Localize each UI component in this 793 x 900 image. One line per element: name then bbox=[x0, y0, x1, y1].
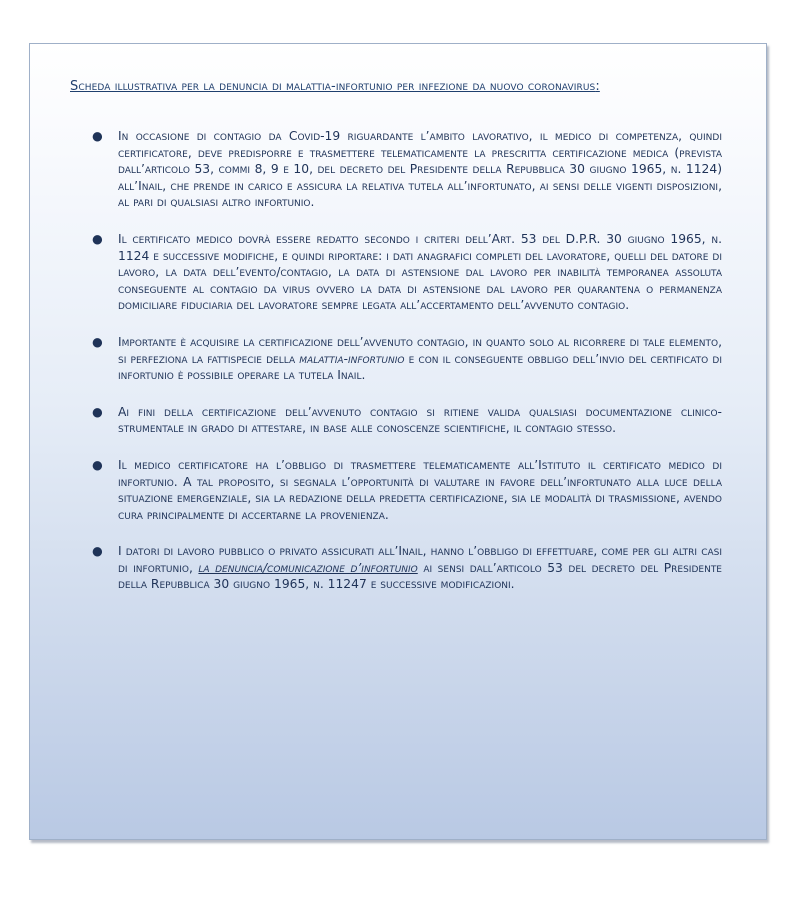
emphasis-text: malattia-infortunio bbox=[299, 351, 405, 366]
list-item-text: ai sensi dall’articolo 53 del decreto del Presidente della Repubblica 30 giugno 1965, n. 11247 e successive modificazioni. bbox=[118, 560, 722, 592]
title-colon: : bbox=[595, 79, 600, 94]
bullet-icon: ● bbox=[92, 334, 103, 349]
list-item bbox=[92, 334, 722, 384]
bullet-icon: ● bbox=[92, 129, 103, 143]
list-item bbox=[92, 404, 722, 437]
denuncia-link[interactable]: la denuncia/comunicazione d’infortunio bbox=[198, 560, 418, 575]
bullet-icon: ● bbox=[92, 457, 103, 472]
list-item bbox=[92, 128, 722, 211]
list-item bbox=[92, 231, 722, 314]
list-item-text: In occasione di contagio da Covid-19 riguardante l’ambito lavorativo, il medico di competenza, quindi certificatore, deve predisporre e trasmettere telematicamente la prescritta certificazione medica (prevista dall’articolo 53, commi 8, 9 e 10, del decreto del Presidente della Repubblica 30 giugno 1965, n. 1124) all’Inail, che prende in carico e assicura la relativa tutela all’infortunato, ai sensi delle vigenti disposizioni, al pari di qualsiasi altro infortunio. bbox=[118, 129, 722, 210]
bullet-icon: ● bbox=[92, 404, 103, 419]
list-item bbox=[92, 543, 722, 593]
bullet-list bbox=[92, 128, 722, 613]
list-item-text: Ai fini della certificazione dell’avvenuto contagio si ritiene valida qualsiasi documentazione clinico-strumentale in grado di attestare, in base alle conoscenze scientifiche, il contagio stesso. bbox=[118, 404, 722, 436]
bullet-icon: ● bbox=[92, 231, 103, 246]
list-item-text: I datori di lavoro pubblico o privato assicurati all’Inail, hanno l’obbligo di effettuare, come per gli altri casi di infortunio, bbox=[118, 544, 722, 575]
document-title bbox=[70, 78, 720, 96]
bullet-icon: ● bbox=[92, 544, 103, 559]
list-item-text: Importante è acquisire la certificazione dell’avvenuto contagio, in quanto solo al ricorrere di tale elemento, si perfeziona la fattispecie della bbox=[118, 334, 722, 366]
document-panel bbox=[29, 43, 767, 840]
list-item-text: Il certificato medico dovrà essere redatto secondo i criteri dell’Art. 53 del D.P.R. 30 giugno 1965, n. 1124 e successive modifiche, e quindi riportare: i dati anagrafici completi del lavoratore, quelli del datore di lavoro, la data dell’evento/contagio, la data di astensione dal lavoro per inabilità temporanea assoluta conseguente al contagio da virus ovvero la data di astensione dal lavoro per quarantena o permanenza domiciliare fiduciaria del lavoratore sempre legata all’accertamento dell’avvenuto contagio. bbox=[118, 231, 722, 313]
list-item-text: Il medico certificatore ha l’obbligo di trasmettere telematicamente all’Istituto il certificato medico di infortunio. A tal proposito, si segnala l’opportunità di valutare in favore dell’infortunato alla luce della situazione emergenziale, sia la redazione della predetta certificazione, sia le modalità di trasmissione, avendo cura principalmente di accertarne la provenienza. bbox=[118, 457, 722, 522]
list-item-text: e con il conseguente obbligo dell’invio del certificato di infortunio è possibile operare la tutela Inail. bbox=[118, 351, 723, 383]
list-item bbox=[92, 457, 722, 523]
title-text: Scheda illustrativa per la denuncia di malattia-infortunio per infezione da nuovo coronavirus bbox=[70, 79, 596, 94]
